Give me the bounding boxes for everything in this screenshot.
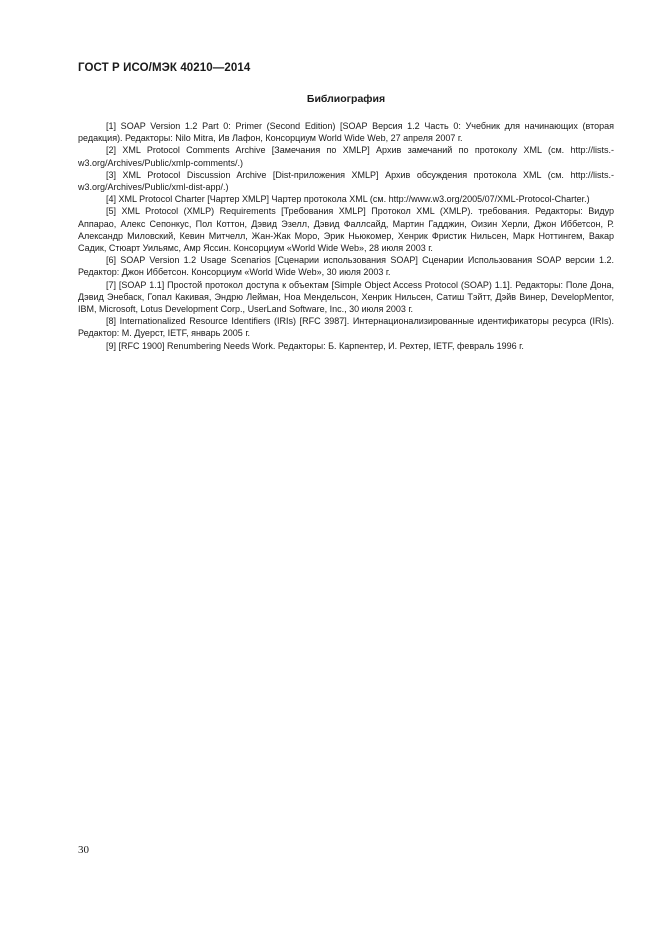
reference-item-1: [1] SOAP Version 1.2 Part 0: Primer (Second Edition) [SOAP Версия 1.2 Часть 0: Учебник для начинающих (вторая редакция). Редакторы: Nilo Mitra, Ив Лафон, Консорциум World Wide Web, 27 апреля 2007 г.: [78, 121, 614, 144]
reference-item-7: [7] [SOAP 1.1] Простой протокол доступа к объектам [Simple Object Access Protocol (SOAP) 1.1]. Редакторы: Поле Дона, Дэвид Энебаск, Гопал Какивая, Эндрю Лейман, Ноа Мендельсон, Хенрик Нильсен, Сатиш Тэйтт, Дэйв Винер, DevelopMentor, IBM, Microsoft, Lotus Development Corp., UserLand Software, Inc., 30 июля 2003 г.: [78, 279, 614, 315]
reference-item-8: [8] Internationalized Resource Identifiers (IRIs) [RFC 3987]. Интернационализированные идентификаторы ресурса (IRIs). Редактор: М. Дуерст, IETF, январь 2005 г.: [78, 316, 614, 339]
reference-list: [78, 120, 614, 352]
reference-item-4: [4] XML Protocol Charter [Чартер XMLP] Чартер протокола XML (см. http://www.w3.org/2005/07/XML-Protocol-Charter.): [106, 194, 590, 205]
reference-item-5: [5] XML Protocol (XMLP) Requirements [Требования XMLP] Протокол XML (XMLP). требования. Редакторы: Видур Аппарао, Алекс Сепонкус, Пол Коттон, Дэвид Эзелл, Дэвид Фаллсайд, Мартин Гадджин, Оизин Херли, Джон Иббетсон, Р. Александр Миловский, Кевин Митчелл, Жан-Жак Моро, Эрик Ньюкомер, Хенрик Фристик Нильсен, Марк Ноттингем, Вакар Садик, Стюарт Уильямс, Амр Яссин. Консорциум «World Wide Web», 28 июля 2003 г.: [78, 206, 614, 254]
reference-item-9: [9] [RFC 1900] Renumbering Needs Work. Редакторы: Б. Карпентер, И. Рехтер, IETF, февраль 1996 г.: [106, 340, 524, 351]
reference-item-2: [2] XML Protocol Comments Archive [Замечания по XMLP] Архив замечаний по протоколу XML (см. http://lists.w3.org/Archives/Public/xmlp-comments/.): [78, 145, 614, 168]
reference-item-6: [6] SOAP Version 1.2 Usage Scenarios [Сценарии использования SOAP] Сценарии Использования SOAP версии 1.2. Редактор: Джон Иббетсон. Консорциум «World Wide Web», 30 июля 2003 г.: [78, 255, 614, 278]
standard-header: ГОСТ Р ИСО/МЭК 40210—2014: [78, 62, 251, 74]
bibliography-title: Библиография: [306, 93, 386, 105]
page-number: 30: [78, 844, 89, 856]
reference-item-3: [3] XML Protocol Discussion Archive [Dist-приложения XMLP] Архив обсуждения протокола XML (см. http://lists.w3.org/Archives/Public/xml-dist-app/.): [78, 169, 614, 193]
